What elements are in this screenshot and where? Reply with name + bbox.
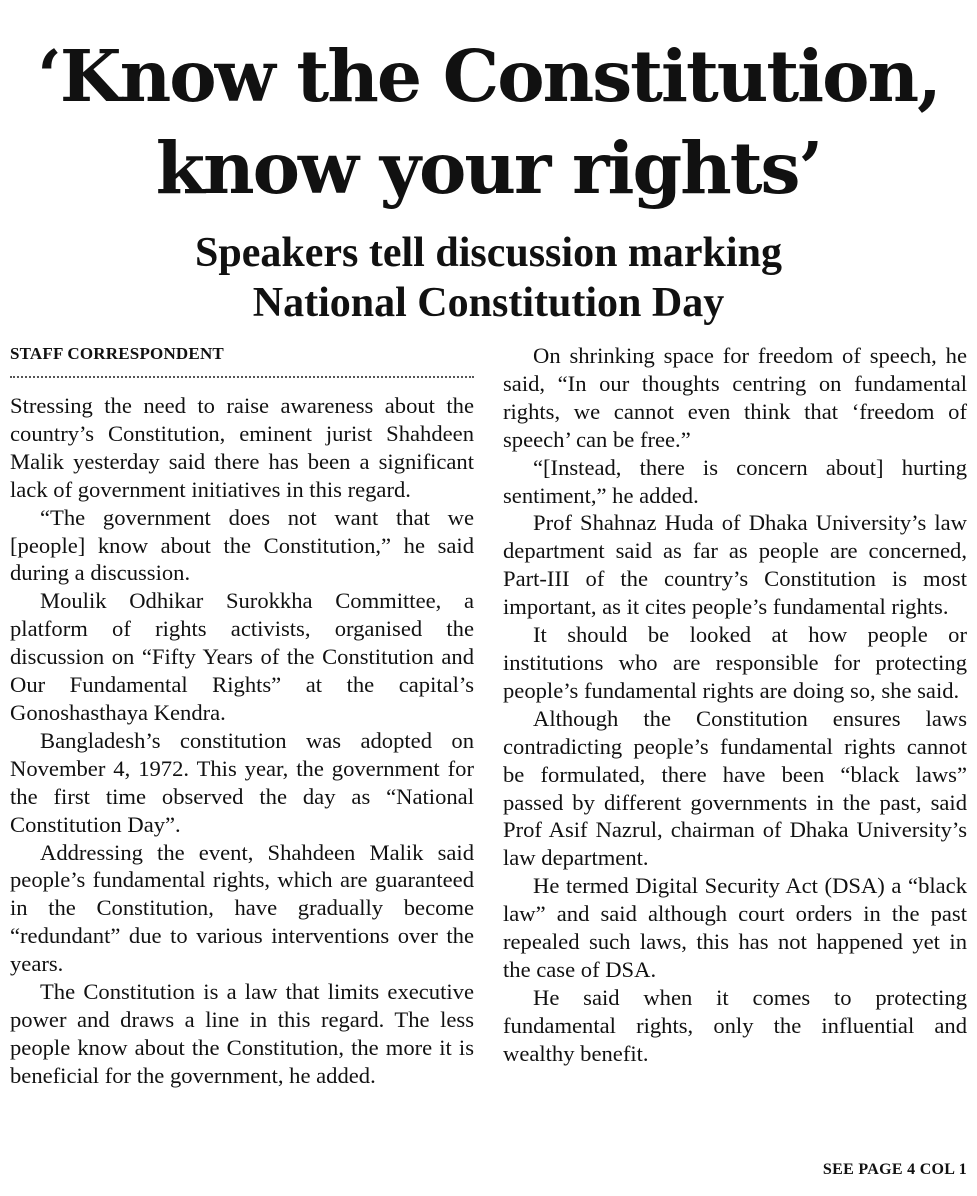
subheadline-line-1: Speakers tell discussion marking (195, 230, 782, 276)
paragraph: Bangladesh’s constitution was adopted on November 4, 1972. This year, the government for the first time observed the day as “National Constitution Day”. (10, 727, 474, 837)
paragraph: Although the Constitution ensures laws contradicting people’s fundamental rights cannot be formulated, there have been “black laws” passed by different governments in the past, said Prof Asif Nazrul, chairman of Dhaka University’s law department. (503, 705, 967, 871)
paragraph: Prof Shahnaz Huda of Dhaka University’s law department said as far as people are concerned, Part-III of the country’s Constitution is most important, as it cites people’s fundamental rights. (503, 510, 967, 620)
paragraph: “The government does not want that we [people] know about the Constitution,” he said during a discussion. (10, 504, 474, 586)
paragraph: Moulik Odhikar Surokkha Committee, a platform of rights activists, organised the discussion on “Fifty Years of the Constitution and Our Fundamental Rights” at the capital’s Gonoshasthaya Kendra. (10, 588, 474, 725)
headline-line-1: ‘Know the Constitution, (37, 34, 940, 118)
paragraph: It should be looked at how people or institutions who are responsible for protecting people’s fundamental rights are doing so, she said. (503, 622, 967, 703)
article-column-left (10, 342, 474, 1090)
paragraph: He termed Digital Security Act (DSA) a “black law” and said although court orders in the past repealed such laws, this has not happened yet in the case of DSA. (503, 873, 967, 982)
paragraph: “[Instead, there is concern about] hurting sentiment,” he added. (503, 454, 967, 508)
article-column-right (503, 342, 967, 1068)
byline-divider (10, 368, 474, 378)
paragraph: Stressing the need to raise awareness about the country’s Constitution, eminent jurist Shahdeen Malik yesterday said there has been a significant lack of government initiatives in this regard. (10, 393, 474, 502)
paragraph: The Constitution is a law that limits executive power and draws a line in this regard. The less people know about the Constitution, the more it is beneficial for the government, he added. (10, 979, 474, 1088)
paragraph: On shrinking space for freedom of speech, he said, “In our thoughts centring on fundamental rights, we cannot even think that ‘freedom of speech’ can be free.” (503, 343, 967, 452)
paragraph: Addressing the event, Shahdeen Malik said people’s fundamental rights, which are guaranteed in the Constitution, have gradually become “redundant” due to various interventions over the years. (10, 839, 474, 977)
headline-line-2: know your rights’ (155, 126, 822, 210)
continued-on-page-note: SEE PAGE 4 COL 1 (822, 1161, 967, 1178)
headline (0, 30, 977, 214)
paragraph: He said when it comes to protecting fundamental rights, only the influential and wealthy benefit. (503, 984, 967, 1066)
subheadline-line-2: National Constitution Day (252, 280, 725, 326)
byline: STAFF CORRESPONDENT (10, 344, 224, 363)
subheadline (0, 228, 977, 328)
